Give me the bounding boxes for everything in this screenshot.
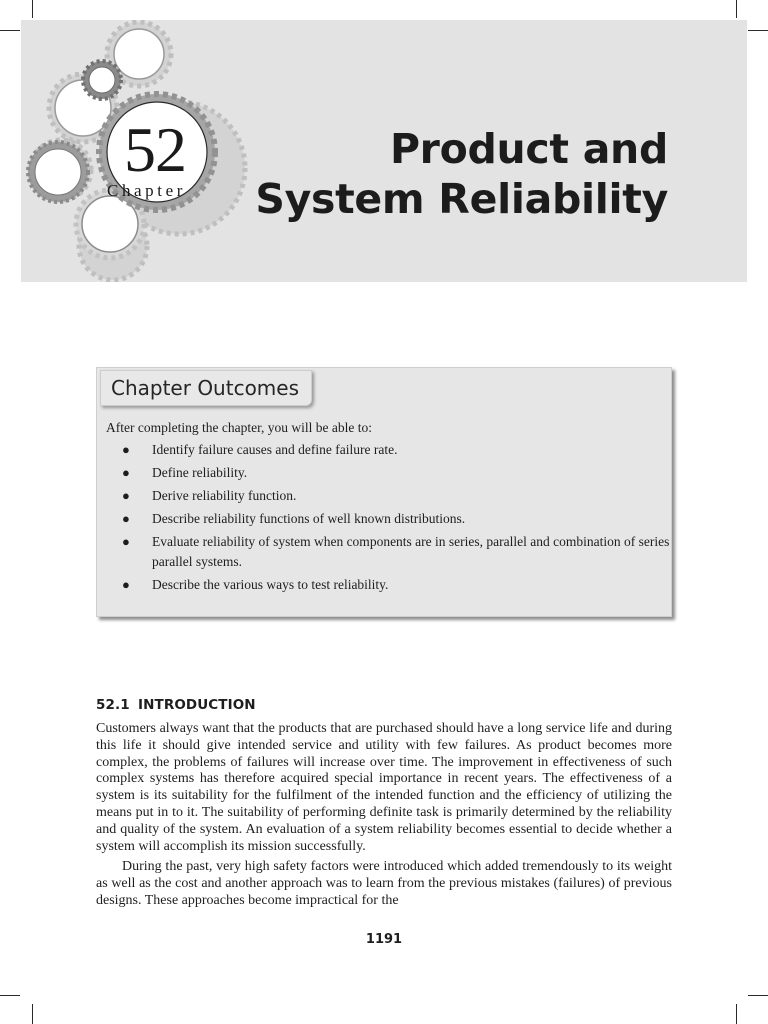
crop-mark <box>736 0 737 18</box>
page-number: 1191 <box>365 932 403 947</box>
chapter-title-line2: System Reliability <box>255 175 668 223</box>
crop-mark <box>0 995 20 996</box>
outcomes-list <box>106 440 672 598</box>
section-heading <box>96 697 256 713</box>
bullet-icon: ● <box>122 534 130 549</box>
chapter-title-line1: Product and <box>389 125 668 173</box>
crop-mark <box>32 0 33 18</box>
chapter-outcomes-box <box>96 367 672 617</box>
chapter-outcomes-heading: Chapter Outcomes <box>100 370 312 406</box>
outcome-text: Derive reliability function. <box>152 488 297 503</box>
list-item <box>106 440 672 460</box>
outcome-text: Describe reliability functions of well known distributions. <box>152 511 466 526</box>
crop-mark <box>736 1004 737 1024</box>
outcome-text: Define reliability. <box>152 465 248 480</box>
body-text <box>96 721 672 914</box>
crop-mark <box>748 995 768 996</box>
chapter-title <box>255 124 668 224</box>
bullet-icon: ● <box>122 442 130 457</box>
list-item <box>106 532 672 572</box>
section-number: 52.1 <box>96 697 130 713</box>
paragraph: Customers always want that the products that are purchased should have a long service life and during this life it should give intended service and utility with few failures. As product becomes more complex, the problems of failures will increase over time. The improvement in effectiveness of such complex systems has therefore acquired special importance in recent years. The effectiveness of a system is its suitability for the fulfilment of the intended function and the efficiency of utilizing the means put in to it. The suitability of performing definite task is primarily determined by the reliability and quality of the system. An evaluation of a system reliability becomes essential to decide whether a system will accomplish its mission successfully. <box>96 721 672 854</box>
list-item <box>106 575 672 595</box>
outcomes-intro: After completing the chapter, you will be able to: <box>106 420 372 435</box>
list-item <box>106 486 672 506</box>
section-title: INTRODUCTION <box>138 697 256 713</box>
bullet-icon: ● <box>122 488 130 503</box>
crop-mark <box>748 30 768 31</box>
outcome-text: Evaluate reliability of system when components are in series, parallel and combination of series parallel systems. <box>152 534 670 569</box>
chapter-label: Chapter <box>107 181 187 200</box>
outcome-text: Describe the various ways to test reliability. <box>152 577 389 592</box>
bullet-icon: ● <box>122 577 130 592</box>
list-item <box>106 463 672 483</box>
bullet-icon: ● <box>122 465 130 480</box>
list-item <box>106 509 672 529</box>
crop-mark <box>0 30 20 31</box>
bullet-icon: ● <box>122 511 130 526</box>
crop-mark <box>32 1004 33 1024</box>
outcome-text: Identify failure causes and define failure rate. <box>152 442 398 457</box>
paragraph: During the past, very high safety factors were introduced which added tremendously to its weight as well as the cost and another approach was to learn from the previous mistakes (failures) of previous designs. These approaches become impractical for the <box>96 859 672 908</box>
chapter-number: 52 <box>124 114 186 185</box>
